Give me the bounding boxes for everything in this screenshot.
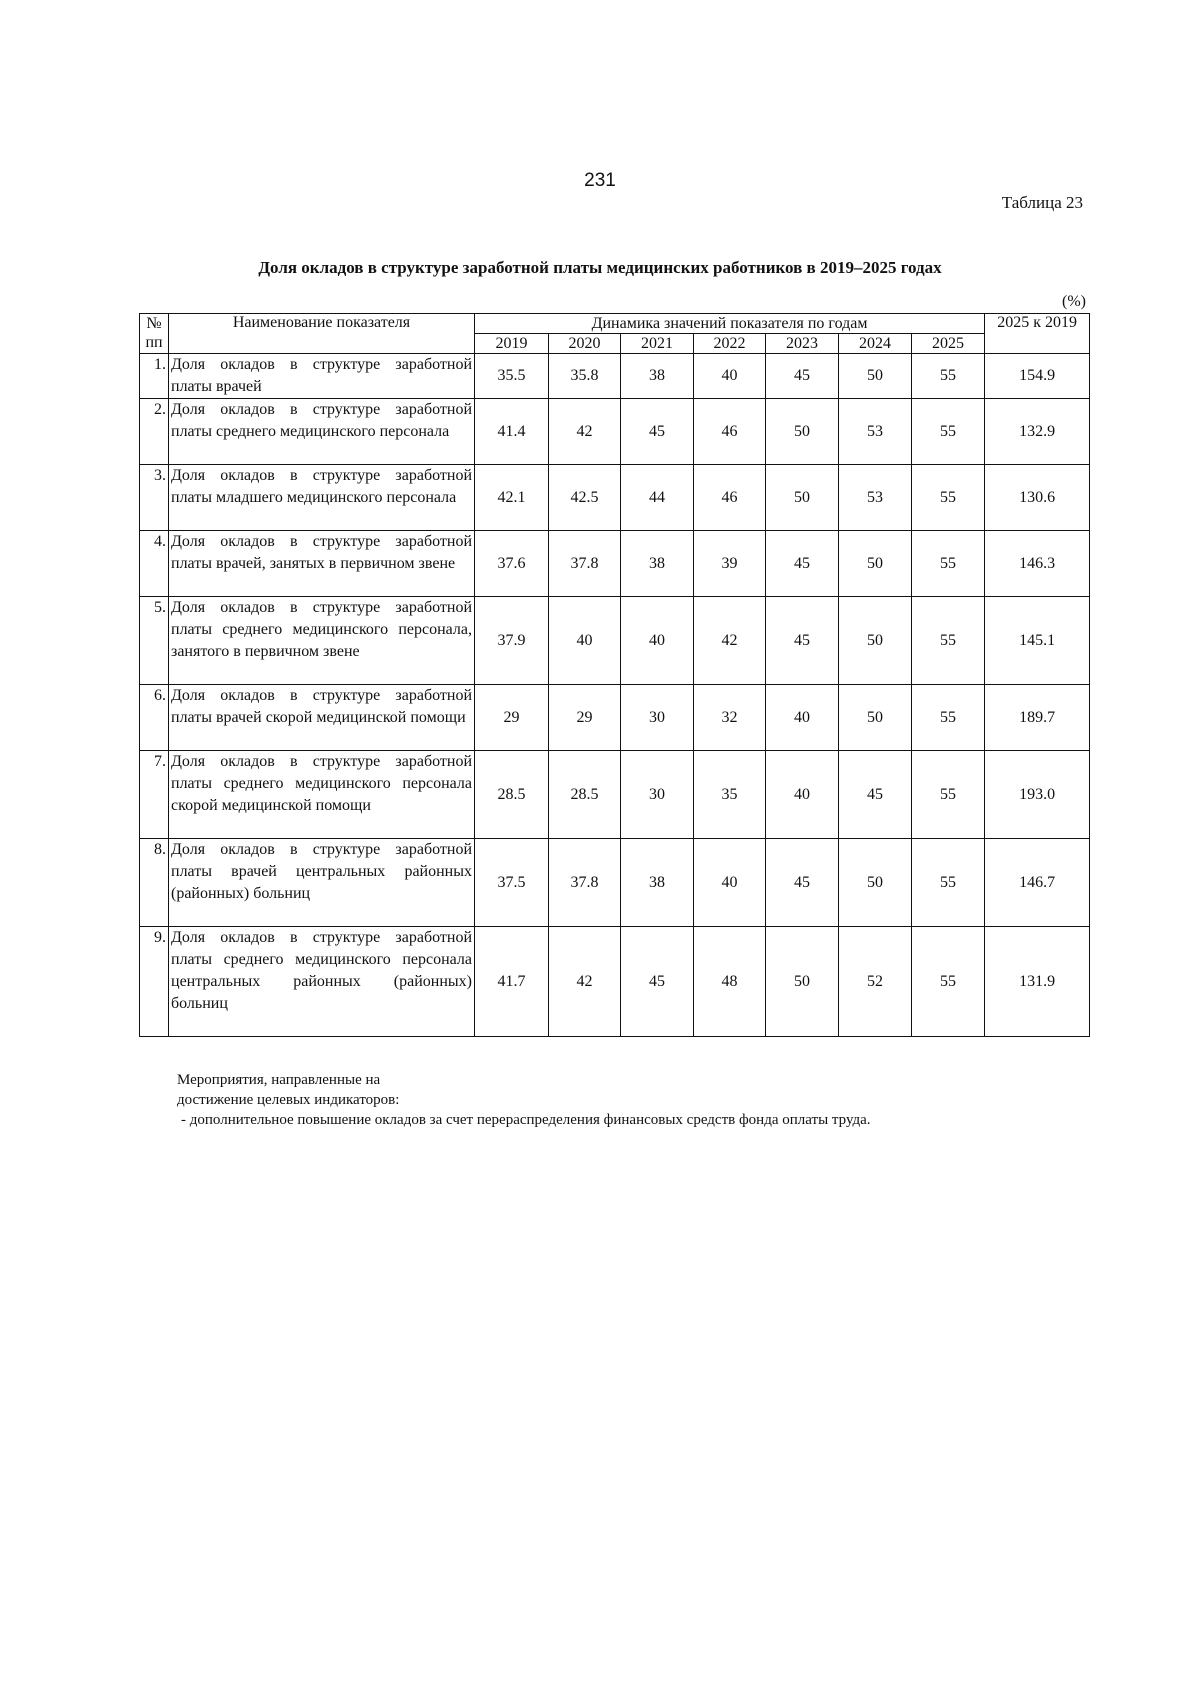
year-header: 2019 bbox=[475, 334, 549, 354]
value-cell: 55 bbox=[912, 839, 985, 927]
value-cell: 55 bbox=[912, 685, 985, 751]
indicator-name: Доля окладов в структуре заработной платы врачей скорой медицинской помощи bbox=[169, 685, 475, 751]
value-cell: 44 bbox=[621, 465, 694, 531]
indicator-name: Доля окладов в структуре заработной платы среднего медицинского персонала скорой медицинской помощи bbox=[169, 751, 475, 839]
value-cell: 50 bbox=[766, 465, 839, 531]
table-row bbox=[140, 465, 1090, 531]
value-cell: 35.8 bbox=[549, 354, 621, 399]
year-header: 2025 bbox=[912, 334, 985, 354]
row-number: 1. bbox=[140, 354, 169, 399]
ratio-cell: 154.9 bbox=[985, 354, 1090, 399]
value-cell: 50 bbox=[839, 531, 912, 597]
unit-label: (%) bbox=[1062, 293, 1086, 310]
year-header: 2020 bbox=[549, 334, 621, 354]
indicator-name: Доля окладов в структуре заработной платы врачей, занятых в первичном звене bbox=[169, 531, 475, 597]
page-number: 231 bbox=[584, 170, 616, 191]
value-cell: 40 bbox=[766, 685, 839, 751]
table-row bbox=[140, 354, 1090, 399]
measures-item: - дополнительное повышение окладов за счет перераспределения финансовых средств фонда оплаты труда. bbox=[181, 1112, 871, 1128]
table-title: Доля окладов в структуре заработной платы медицинских работников в 2019–2025 годах bbox=[258, 258, 942, 277]
row-number: 9. bbox=[140, 927, 169, 1037]
indicator-name: Доля окладов в структуре заработной платы среднего медицинского персонала, занятого в первичном звене bbox=[169, 597, 475, 685]
ratio-cell: 132.9 bbox=[985, 399, 1090, 465]
value-cell: 39 bbox=[694, 531, 766, 597]
row-number: 6. bbox=[140, 685, 169, 751]
value-cell: 55 bbox=[912, 751, 985, 839]
table-row bbox=[140, 399, 1090, 465]
value-cell: 45 bbox=[766, 354, 839, 399]
value-cell: 50 bbox=[839, 685, 912, 751]
ratio-header-text: 2025 к 2019 bbox=[997, 314, 1077, 331]
value-cell: 42 bbox=[694, 597, 766, 685]
indicator-name: Доля окладов в структуре заработной платы младшего медицинского персонала bbox=[169, 465, 475, 531]
value-cell: 55 bbox=[912, 927, 985, 1037]
value-cell: 45 bbox=[766, 531, 839, 597]
value-cell: 42.1 bbox=[475, 465, 549, 531]
header-row-top bbox=[140, 314, 1090, 334]
value-cell: 55 bbox=[912, 399, 985, 465]
value-cell: 46 bbox=[694, 465, 766, 531]
value-cell: 29 bbox=[549, 685, 621, 751]
value-cell: 45 bbox=[621, 927, 694, 1037]
value-cell: 32 bbox=[694, 685, 766, 751]
value-cell: 40 bbox=[694, 839, 766, 927]
row-number: 2. bbox=[140, 399, 169, 465]
value-cell: 53 bbox=[839, 465, 912, 531]
value-cell: 50 bbox=[839, 597, 912, 685]
measures-note bbox=[177, 1070, 871, 1130]
value-cell: 38 bbox=[621, 839, 694, 927]
value-cell: 40 bbox=[621, 597, 694, 685]
value-cell: 53 bbox=[839, 399, 912, 465]
value-cell: 35.5 bbox=[475, 354, 549, 399]
indicator-name: Доля окладов в структуре заработной платы среднего медицинского персонала bbox=[169, 399, 475, 465]
value-cell: 40 bbox=[694, 354, 766, 399]
measures-heading-line1: Мероприятия, направленные на bbox=[177, 1072, 381, 1088]
value-cell: 50 bbox=[839, 354, 912, 399]
row-number: 4. bbox=[140, 531, 169, 597]
row-number: 5. bbox=[140, 597, 169, 685]
measures-heading-line2: достижение целевых индикаторов: bbox=[177, 1092, 400, 1108]
year-header: 2023 bbox=[766, 334, 839, 354]
value-cell: 55 bbox=[912, 354, 985, 399]
num-header-top: № bbox=[140, 314, 169, 334]
value-cell: 28.5 bbox=[549, 751, 621, 839]
indicator-name: Доля окладов в структуре заработной платы врачей центральных районных (районных) больниц bbox=[169, 839, 475, 927]
value-cell: 38 bbox=[621, 354, 694, 399]
value-cell: 37.8 bbox=[549, 531, 621, 597]
value-cell: 38 bbox=[621, 531, 694, 597]
value-cell: 52 bbox=[839, 927, 912, 1037]
row-number: 7. bbox=[140, 751, 169, 839]
table-row bbox=[140, 751, 1090, 839]
value-cell: 40 bbox=[549, 597, 621, 685]
table-label: Таблица 23 bbox=[1001, 193, 1083, 212]
table-row bbox=[140, 927, 1090, 1037]
ratio-cell: 189.7 bbox=[985, 685, 1090, 751]
num-header-bottom: пп bbox=[140, 334, 169, 354]
value-cell: 37.5 bbox=[475, 839, 549, 927]
value-cell: 37.8 bbox=[549, 839, 621, 927]
value-cell: 37.9 bbox=[475, 597, 549, 685]
value-cell: 50 bbox=[766, 399, 839, 465]
value-cell: 41.7 bbox=[475, 927, 549, 1037]
value-cell: 48 bbox=[694, 927, 766, 1037]
value-cell: 46 bbox=[694, 399, 766, 465]
value-cell: 55 bbox=[912, 597, 985, 685]
value-cell: 50 bbox=[839, 839, 912, 927]
table-row bbox=[140, 839, 1090, 927]
table-row bbox=[140, 531, 1090, 597]
value-cell: 30 bbox=[621, 685, 694, 751]
value-cell: 45 bbox=[766, 597, 839, 685]
ratio-cell: 130.6 bbox=[985, 465, 1090, 531]
ratio-cell: 131.9 bbox=[985, 927, 1090, 1037]
value-cell: 40 bbox=[766, 751, 839, 839]
value-cell: 41.4 bbox=[475, 399, 549, 465]
value-cell: 45 bbox=[621, 399, 694, 465]
year-header: 2024 bbox=[839, 334, 912, 354]
name-header-text: Наименование показателя bbox=[232, 314, 411, 331]
value-cell: 42 bbox=[549, 927, 621, 1037]
year-header: 2021 bbox=[621, 334, 694, 354]
value-cell: 42 bbox=[549, 399, 621, 465]
value-cell: 30 bbox=[621, 751, 694, 839]
ratio-cell: 146.3 bbox=[985, 531, 1090, 597]
value-cell: 28.5 bbox=[475, 751, 549, 839]
table-row bbox=[140, 597, 1090, 685]
year-header: 2022 bbox=[694, 334, 766, 354]
row-number: 3. bbox=[140, 465, 169, 531]
value-cell: 37.6 bbox=[475, 531, 549, 597]
value-cell: 29 bbox=[475, 685, 549, 751]
indicator-name: Доля окладов в структуре заработной платы врачей bbox=[169, 354, 475, 399]
value-cell: 35 bbox=[694, 751, 766, 839]
value-cell: 55 bbox=[912, 531, 985, 597]
dynamics-header: Динамика значений показателя по годам bbox=[475, 314, 985, 334]
row-number: 8. bbox=[140, 839, 169, 927]
ratio-cell: 146.7 bbox=[985, 839, 1090, 927]
name-header bbox=[169, 314, 475, 354]
value-cell: 45 bbox=[766, 839, 839, 927]
value-cell: 45 bbox=[839, 751, 912, 839]
table-row bbox=[140, 685, 1090, 751]
value-cell: 42.5 bbox=[549, 465, 621, 531]
value-cell: 50 bbox=[766, 927, 839, 1037]
ratio-cell: 145.1 bbox=[985, 597, 1090, 685]
ratio-header bbox=[985, 314, 1090, 354]
value-cell: 55 bbox=[912, 465, 985, 531]
ratio-cell: 193.0 bbox=[985, 751, 1090, 839]
indicator-name: Доля окладов в структуре заработной платы среднего медицинского персонала центральных районных (районных) больниц bbox=[169, 927, 475, 1037]
indicator-table bbox=[139, 313, 1090, 1037]
